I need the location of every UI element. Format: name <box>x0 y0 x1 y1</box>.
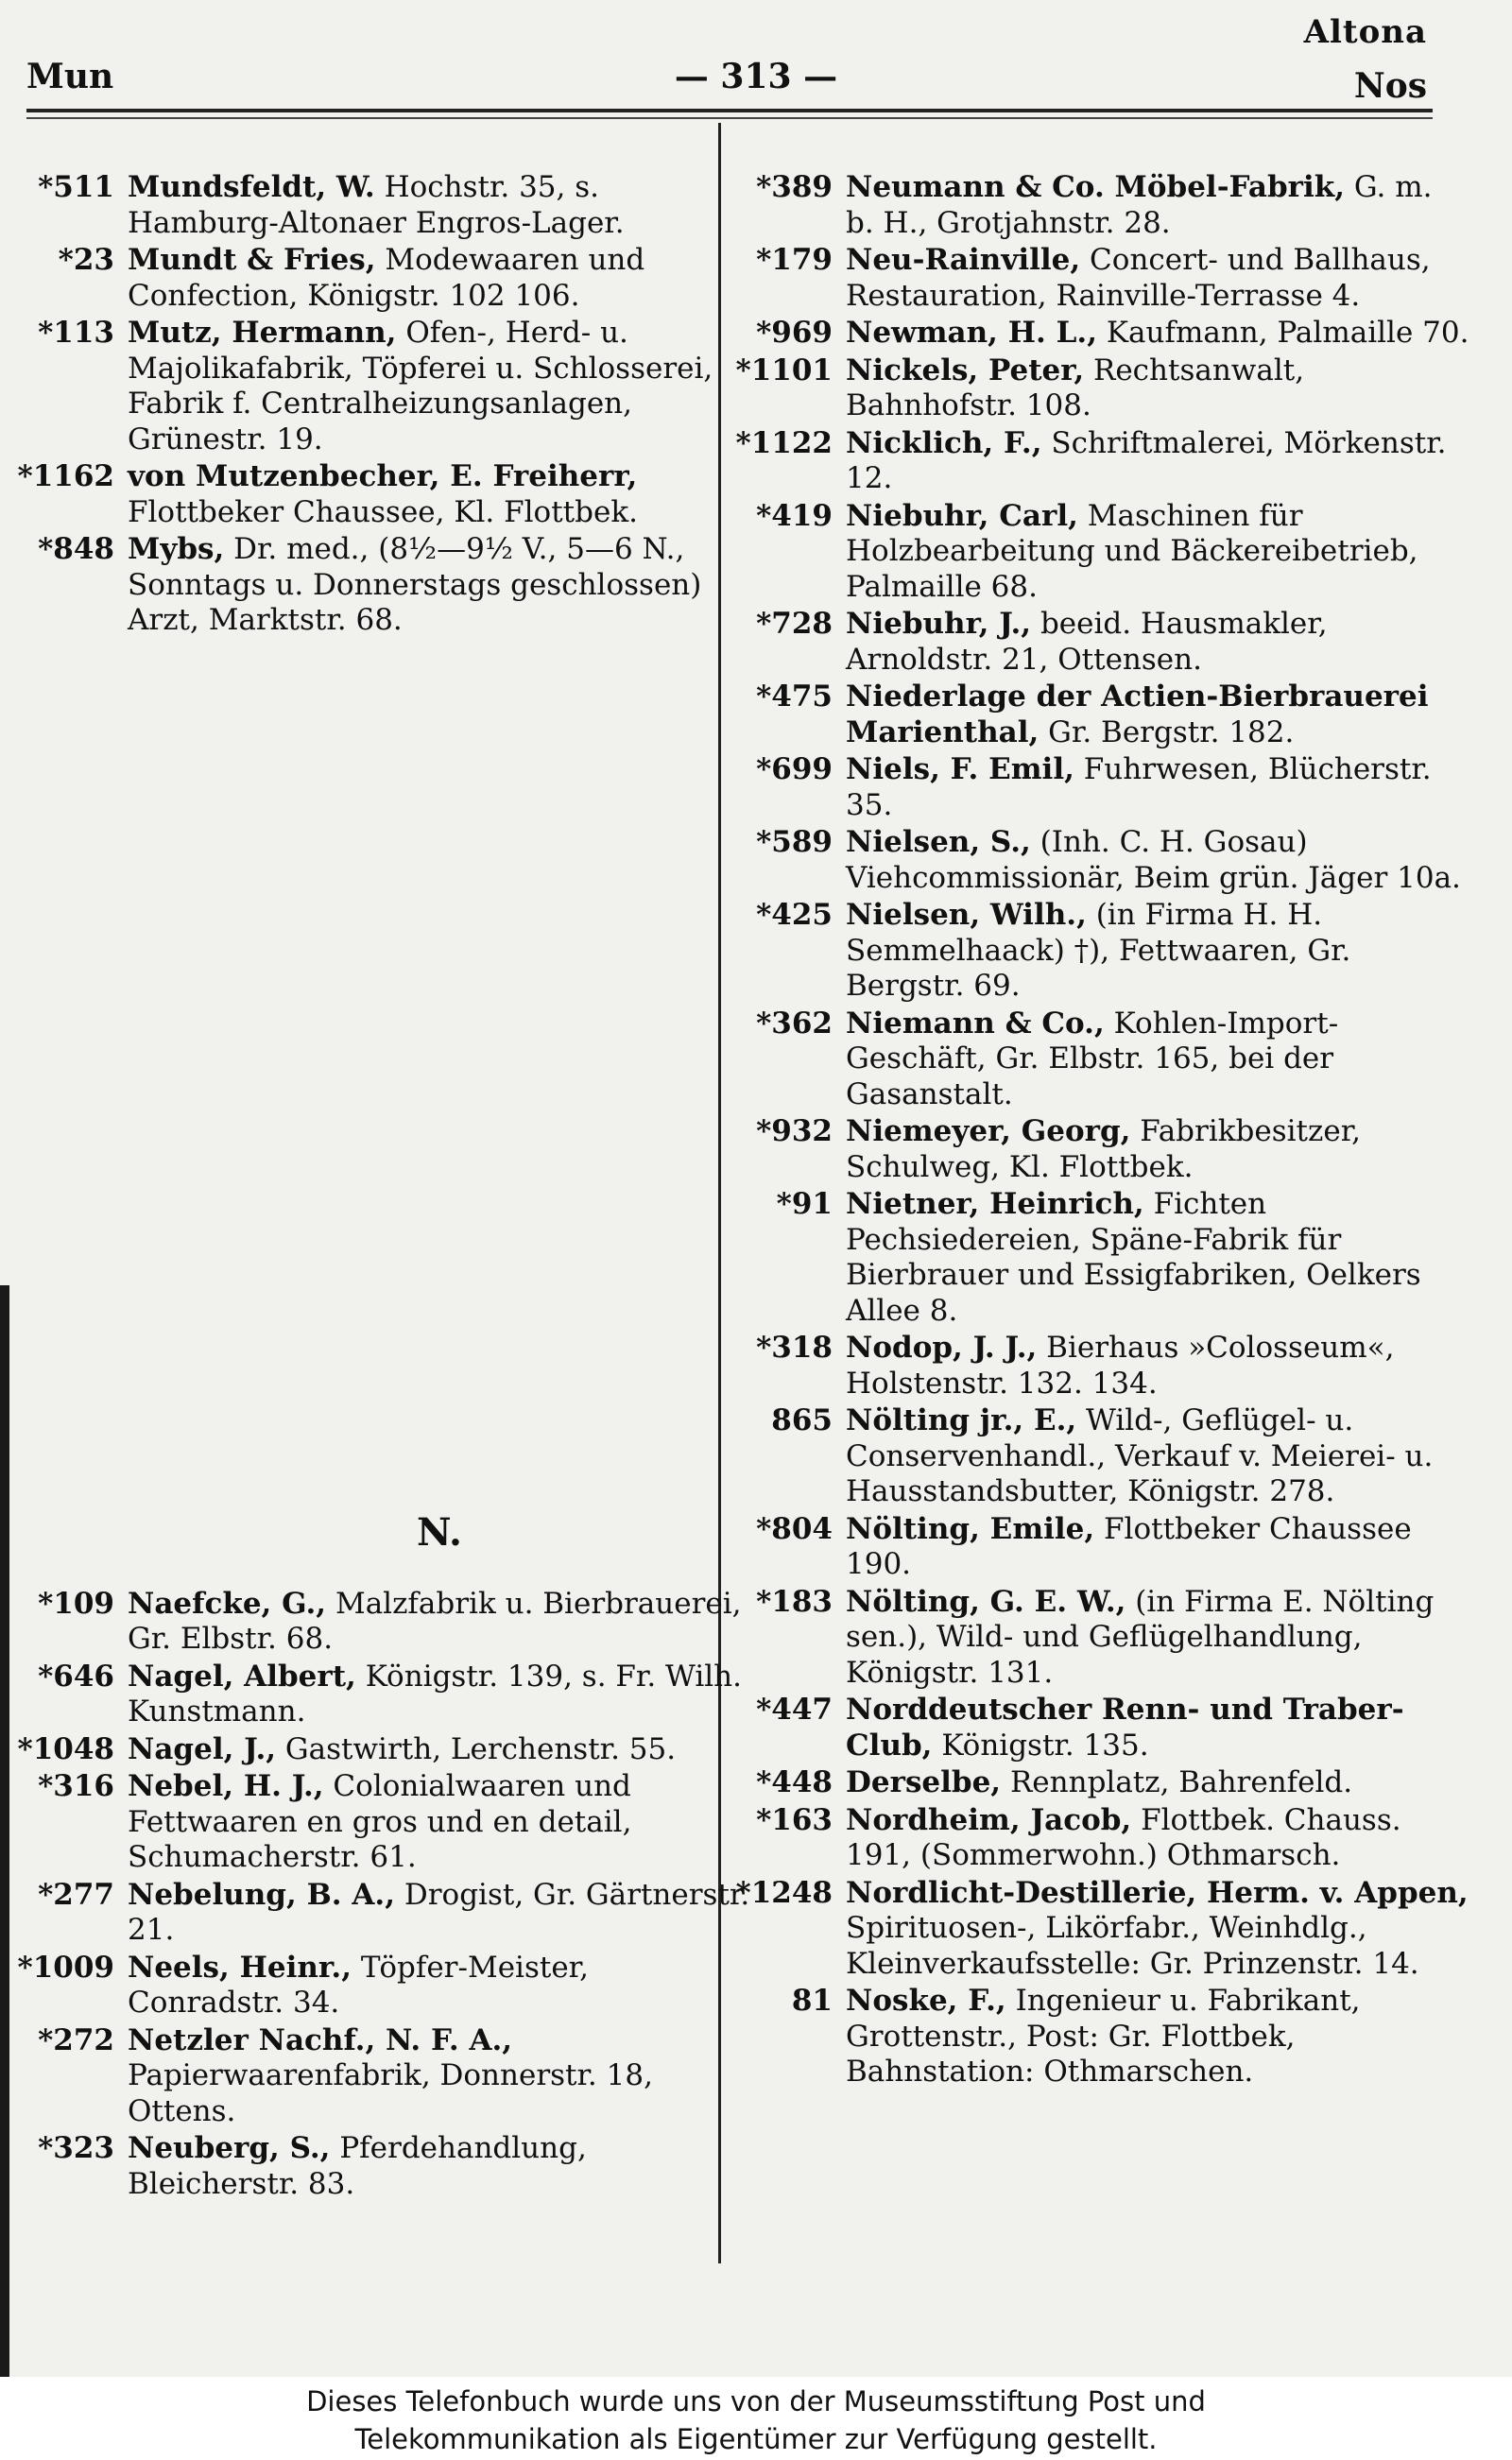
entry-details: Spirituosen-, Likörfabr., Weinhdlg., Kleinverkaufsstelle: Gr. Prinzenstr. 14. <box>846 1911 1419 1981</box>
phone-number: *272 <box>38 2022 114 2057</box>
phone-number: *91 <box>776 1187 833 1221</box>
phone-number: *23 <box>58 243 114 277</box>
column-blank-space <box>128 641 751 1510</box>
phone-number: *163 <box>756 1802 833 1837</box>
right-entry-list <box>735 170 1469 2090</box>
directory-entry <box>756 1584 1469 1692</box>
directory-entry <box>791 1984 1469 2090</box>
entry-details: beeid. Hausmakler, Arnoldstr. 21, Ottensen. <box>846 607 1328 677</box>
entry-name: Mundsfeldt, W. <box>128 170 375 204</box>
directory-entry <box>776 1187 1469 1329</box>
directory-entry <box>38 1659 751 1730</box>
entry-name: Naefcke, G., <box>128 1586 327 1621</box>
entry-details: Ofen-, Herd- u. Majolikafabrik, Töpferei u. Schlosserei, Fabrik f. Centralheizungsanlagen, Grünestr. 19. <box>128 316 713 456</box>
entry-details: Rechtsanwalt, Bahnhofstr. 108. <box>846 353 1305 422</box>
entry-details: Maschinen für Holzbearbeitung und Bäckereibetrieb, Palmaille 68. <box>846 498 1418 604</box>
entry-details: Kaufmann, Palmaille 70. <box>1097 316 1469 350</box>
directory-entry <box>38 532 751 639</box>
directory-entry <box>38 316 751 457</box>
directory-entry <box>58 243 751 314</box>
phone-number: *1122 <box>735 425 833 460</box>
entry-name: Nicklich, F., <box>846 425 1042 460</box>
entry-details: Concert- und Ballhaus, Restauration, Rainville-Terrasse 4. <box>846 243 1431 313</box>
phone-number: *389 <box>756 170 833 204</box>
directory-entry <box>38 2022 751 2130</box>
directory-entry <box>756 1693 1469 1763</box>
header-city: Altona <box>1303 13 1427 51</box>
phone-number: *425 <box>756 898 833 932</box>
directory-entry <box>756 1802 1469 1874</box>
entry-name: Nölting, G. E. W., <box>846 1584 1126 1619</box>
entry-name: Nordlicht-Destillerie, Herm. v. Appen, <box>846 1875 1469 1910</box>
entry-details: Drogist, Gr. Gärtnerstr. 21. <box>128 1877 750 1947</box>
phone-number: *277 <box>38 1877 114 1912</box>
entry-name: Nebel, H. J., <box>128 1769 324 1803</box>
entry-details: Rennplatz, Bahrenfeld. <box>1001 1765 1353 1799</box>
directory-entry <box>17 459 751 530</box>
entry-name: Nietner, Heinrich, <box>846 1187 1144 1221</box>
phone-number: *475 <box>756 680 833 714</box>
header-rule <box>26 109 1433 112</box>
entry-name: Nickels, Peter, <box>846 353 1085 387</box>
entry-name: Norddeutscher Renn- und Traber-Club, <box>846 1693 1404 1763</box>
entry-name: Nagel, Albert, <box>128 1659 356 1694</box>
header-first-entry: Mun <box>26 57 114 96</box>
entry-name: Derselbe, <box>846 1765 1002 1799</box>
directory-entry <box>756 1006 1469 1113</box>
entry-name: Noske, F., <box>846 1984 1006 2018</box>
entry-details: Malzfabrik u. Bierbrauerei, Gr. Elbstr. 68. <box>128 1586 742 1656</box>
phone-number: *448 <box>756 1765 833 1799</box>
phone-number: *699 <box>756 752 833 786</box>
entry-name: Nodop, J. J., <box>846 1331 1038 1365</box>
entry-details: Bierhaus »Colosseum«, Holstenstr. 132. 134. <box>846 1331 1395 1401</box>
directory-entry <box>38 1877 751 1949</box>
left-column <box>17 170 751 2204</box>
directory-entry <box>756 607 1469 678</box>
entry-details: Fabrikbesitzer, Schulweg, Kl. Flottbek. <box>846 1114 1361 1184</box>
directory-entry <box>735 1875 1469 1983</box>
entry-details: Königstr. 135. <box>932 1728 1149 1763</box>
entry-name: von Mutzenbecher, E. Freiherr, <box>128 459 638 493</box>
entry-details: Königstr. 139, s. Fr. Wilh. Kunstmann. <box>128 1659 743 1729</box>
phone-number: *316 <box>38 1769 114 1803</box>
phone-number: *728 <box>756 607 833 641</box>
phone-number: 81 <box>791 1984 833 2018</box>
directory-entry <box>735 353 1469 424</box>
entry-name: Nordheim, Jacob, <box>846 1802 1132 1837</box>
directory-entry <box>17 1950 751 2021</box>
entry-name: Nielsen, Wilh., <box>846 898 1087 932</box>
header-last-entry: Nos <box>1353 66 1427 106</box>
phone-number: *109 <box>38 1586 114 1621</box>
entry-details: Gastwirth, Lerchenstr. 55. <box>276 1731 677 1766</box>
phone-number: *179 <box>756 243 833 277</box>
entry-details: Fichten Pechsiedereien, Späne-Fabrik für Bierbrauer und Essigfabriken, Oelkers Allee 8. <box>846 1187 1421 1328</box>
entry-name: Niemeyer, Georg, <box>846 1114 1131 1148</box>
book-spine-edge <box>0 1285 9 2377</box>
entry-name: Niederlage der Actien-Bierbrauerei Marienthal, <box>846 680 1429 749</box>
entry-name: Nebelung, B. A., <box>128 1877 395 1912</box>
left-entry-list <box>17 170 751 639</box>
phone-number: *323 <box>38 2131 114 2165</box>
directory-entry <box>756 1331 1469 1402</box>
phone-number: 865 <box>771 1403 833 1437</box>
entry-name: Newman, H. L., <box>846 316 1098 350</box>
directory-entry <box>756 680 1469 750</box>
directory-entry <box>756 1114 1469 1185</box>
entry-details: Hochstr. 35, s. Hamburg-Altonaer Engros-Lager. <box>128 170 625 240</box>
n-entry-list <box>17 1586 751 2203</box>
footer-line-1: Dieses Telefonbuch wurde uns von der Museumsstiftung Post und <box>306 2385 1206 2417</box>
entry-name: Netzler Nachf., N. F. A., <box>128 2022 513 2057</box>
entry-name: Niemann & Co., <box>846 1006 1105 1041</box>
footer-note <box>0 2377 1512 2460</box>
phone-number: *804 <box>756 1511 833 1546</box>
phone-number: *1162 <box>17 459 114 493</box>
entry-name: Nielsen, S., <box>846 825 1031 859</box>
entry-name: Nölting, Emile, <box>846 1511 1095 1546</box>
entry-details: (in Firma E. Nölting sen.), Wild- und Geflügelhandlung, Königstr. 131. <box>846 1584 1435 1690</box>
entry-name: Neels, Heinr., <box>128 1950 352 1985</box>
phone-number: *511 <box>38 170 114 204</box>
directory-entry <box>756 1765 1469 1801</box>
entry-details: Papierwaarenfabrik, Donnerstr. 18, Ottens. <box>128 2058 653 2128</box>
entry-details: Gr. Bergstr. 182. <box>1039 714 1295 749</box>
phone-number: *589 <box>756 825 833 859</box>
phone-number: *646 <box>38 1659 114 1694</box>
entry-details: Schriftmalerei, Mörkenstr. 12. <box>846 425 1447 495</box>
entry-name: Nagel, J., <box>128 1731 277 1766</box>
entry-details: Flottbeker Chaussee, Kl. Flottbek. <box>128 494 638 529</box>
phone-number: *1009 <box>17 1950 114 1985</box>
entry-details: G. m. b. H., Grotjahnstr. 28. <box>846 170 1433 240</box>
directory-entry <box>756 498 1469 606</box>
phone-number: *183 <box>756 1584 833 1619</box>
phone-number: *1101 <box>735 353 833 387</box>
directory-entry <box>771 1403 1469 1510</box>
entry-name: Mundt & Fries, <box>128 243 376 277</box>
entry-details: Töpfer-Meister, Conradstr. 34. <box>128 1950 589 2020</box>
entry-name: Niels, F. Emil, <box>846 752 1074 786</box>
entry-name: Niebuhr, J., <box>846 607 1032 641</box>
directory-entry <box>38 1769 751 1876</box>
directory-entry <box>756 752 1469 823</box>
right-column <box>735 170 1469 2092</box>
entry-details: (in Firma H. H. Semmelhaack) †), Fettwaaren, Gr. Bergstr. 69. <box>846 898 1351 1003</box>
directory-entry <box>756 1511 1469 1583</box>
entry-details: Wild-, Geflügel- u. Conservenhandl., Verkauf v. Meierei- u. Hausstandsbutter, Königstr. 278. <box>846 1403 1434 1508</box>
entry-name: Neuberg, S., <box>128 2131 331 2165</box>
directory-entry <box>17 1731 751 1768</box>
entry-name: Nölting jr., E., <box>846 1403 1077 1437</box>
directory-entry <box>756 243 1469 314</box>
section-heading-n: N. <box>417 1509 462 1555</box>
footer-line-2: Telekommunikation als Eigentümer zur Verfügung gestellt. <box>354 2423 1158 2455</box>
page-number: — 313 — <box>674 57 838 96</box>
directory-entry <box>735 425 1469 497</box>
phone-number: *1248 <box>735 1875 833 1910</box>
directory-entry <box>38 2131 751 2202</box>
directory-entry <box>756 316 1469 352</box>
entry-details: Ingenieur u. Fabrikant, Grottenstr., Post: Gr. Flottbek, Bahnstation: Othmarschen. <box>846 1984 1361 2089</box>
phone-number: *932 <box>756 1114 833 1148</box>
directory-entry <box>38 170 751 241</box>
entry-name: Mutz, Hermann, <box>128 316 397 350</box>
entry-details: Modewaaren und Confection, Königstr. 102 106. <box>128 243 645 313</box>
directory-entry <box>38 1586 751 1658</box>
entry-name: Neu-Rainville, <box>846 243 1081 277</box>
entry-details: Colonialwaaren und Fettwaaren en gros und en detail, Schumacherstr. 61. <box>128 1769 632 1874</box>
header-rule-thin <box>26 117 1433 119</box>
directory-entry <box>756 825 1469 896</box>
entry-details: Kohlen-Import-Geschäft, Gr. Elbstr. 165, bei der Gasanstalt. <box>846 1006 1339 1111</box>
directory-entry <box>756 170 1469 241</box>
entry-details: Fuhrwesen, Blücherstr. 35. <box>846 752 1432 822</box>
phone-number: *447 <box>756 1693 833 1727</box>
entry-name: Neumann & Co. Möbel-Fabrik, <box>846 170 1346 204</box>
phone-number: *318 <box>756 1331 833 1365</box>
entry-name: Mybs, <box>128 532 225 566</box>
phone-number: *1048 <box>17 1731 114 1766</box>
entry-details: Dr. med., (8½—9½ V., 5—6 N., Sonntags u. Donnerstags geschlossen) Arzt, Marktstr. 68. <box>128 532 702 637</box>
phone-number: *419 <box>756 498 833 533</box>
entry-name: Niebuhr, Carl, <box>846 498 1078 533</box>
phone-number: *969 <box>756 316 833 350</box>
directory-entry <box>756 898 1469 1005</box>
phone-number: *362 <box>756 1006 833 1041</box>
entry-details: (Inh. C. H. Gosau) Viehcommissionär, Beim grün. Jäger 10a. <box>846 825 1461 895</box>
entry-details: Flottbek. Chauss. 191, (Sommerwohn.) Othmarsch. <box>846 1802 1401 1872</box>
entry-details: Flottbeker Chaussee 190. <box>846 1511 1412 1581</box>
phone-number: *113 <box>38 316 114 350</box>
entry-details: Pferdehandlung, Bleicherstr. 83. <box>128 2131 587 2201</box>
phone-number: *848 <box>38 532 114 566</box>
